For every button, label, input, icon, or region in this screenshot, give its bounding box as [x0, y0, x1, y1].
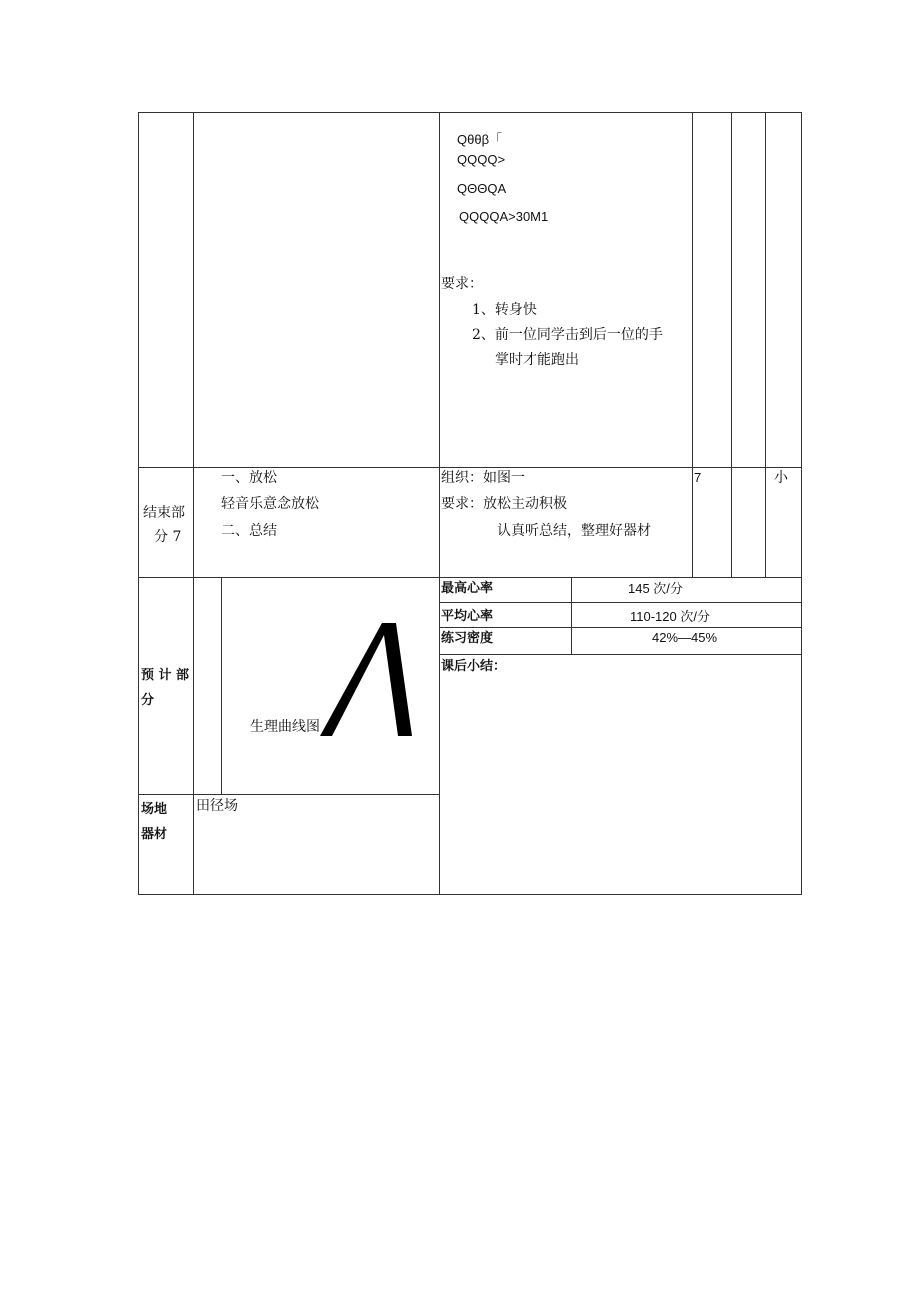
requirement-item: 2、前一位同学击到后一位的手: [472, 327, 663, 343]
end-time: 7: [694, 470, 702, 485]
avg-heart-rate-label: 平均心率: [441, 609, 494, 624]
forecast-label: 预 计 部: [141, 668, 190, 683]
physiological-curve-chart: [318, 615, 418, 745]
density-label: 练习密度: [441, 631, 494, 646]
grid-line: [801, 112, 802, 895]
max-heart-rate-label: 最高心率: [441, 581, 494, 596]
grid-line: [138, 112, 802, 113]
requirement-item-continued: 掌时才能跑出: [495, 352, 579, 368]
grid-line: [138, 467, 802, 468]
grid-line: [692, 112, 693, 577]
requirements-label: 要求：: [441, 276, 483, 292]
summary-label: 课后小结：: [441, 659, 507, 674]
grid-line: [221, 577, 222, 794]
end-requirements: 要求：放松主动积极: [441, 496, 567, 512]
end-requirements-continued: 认真听总结，整理好器材: [497, 523, 651, 539]
requirement-item: 1、转身快: [472, 302, 537, 318]
end-content-item: 轻音乐意念放松: [221, 496, 319, 512]
grid-line: [193, 112, 194, 895]
curve-peak-shape: [320, 623, 412, 736]
formation-line: Qθθβ「: [457, 132, 503, 147]
end-content-item: 一、放松: [221, 470, 277, 486]
grid-line: [439, 654, 802, 655]
grid-line: [571, 577, 572, 654]
end-intensity: 小: [774, 470, 788, 486]
avg-heart-rate-value: 110-120 次/分: [630, 609, 710, 624]
grid-line: [439, 627, 802, 628]
venue-value: 田径场: [196, 798, 238, 814]
grid-line: [439, 602, 802, 603]
venue-label: 器材: [141, 827, 168, 842]
curve-label: 生理曲线图: [250, 719, 320, 735]
grid-line: [765, 112, 766, 577]
grid-line: [138, 577, 802, 578]
formation-line: QQQQA˃30M1: [459, 209, 549, 224]
grid-line: [439, 112, 440, 895]
max-heart-rate-value: 145 次/分: [628, 581, 683, 596]
forecast-label: 分: [141, 693, 155, 708]
grid-line: [138, 112, 139, 895]
formation-line: QQQQ>: [457, 152, 506, 167]
density-value: 42%—45%: [652, 630, 718, 645]
grid-line: [138, 794, 439, 795]
venue-label: 场地: [141, 802, 168, 817]
end-content-item: 二、总结: [221, 523, 277, 539]
grid-line: [138, 894, 802, 895]
end-section-label: 结束部: [143, 505, 185, 521]
formation-line: QΘΘQA: [457, 181, 507, 196]
end-section-label: 分 7: [154, 529, 182, 545]
grid-line: [731, 112, 732, 577]
end-organization: 组织：如图一: [441, 470, 525, 486]
